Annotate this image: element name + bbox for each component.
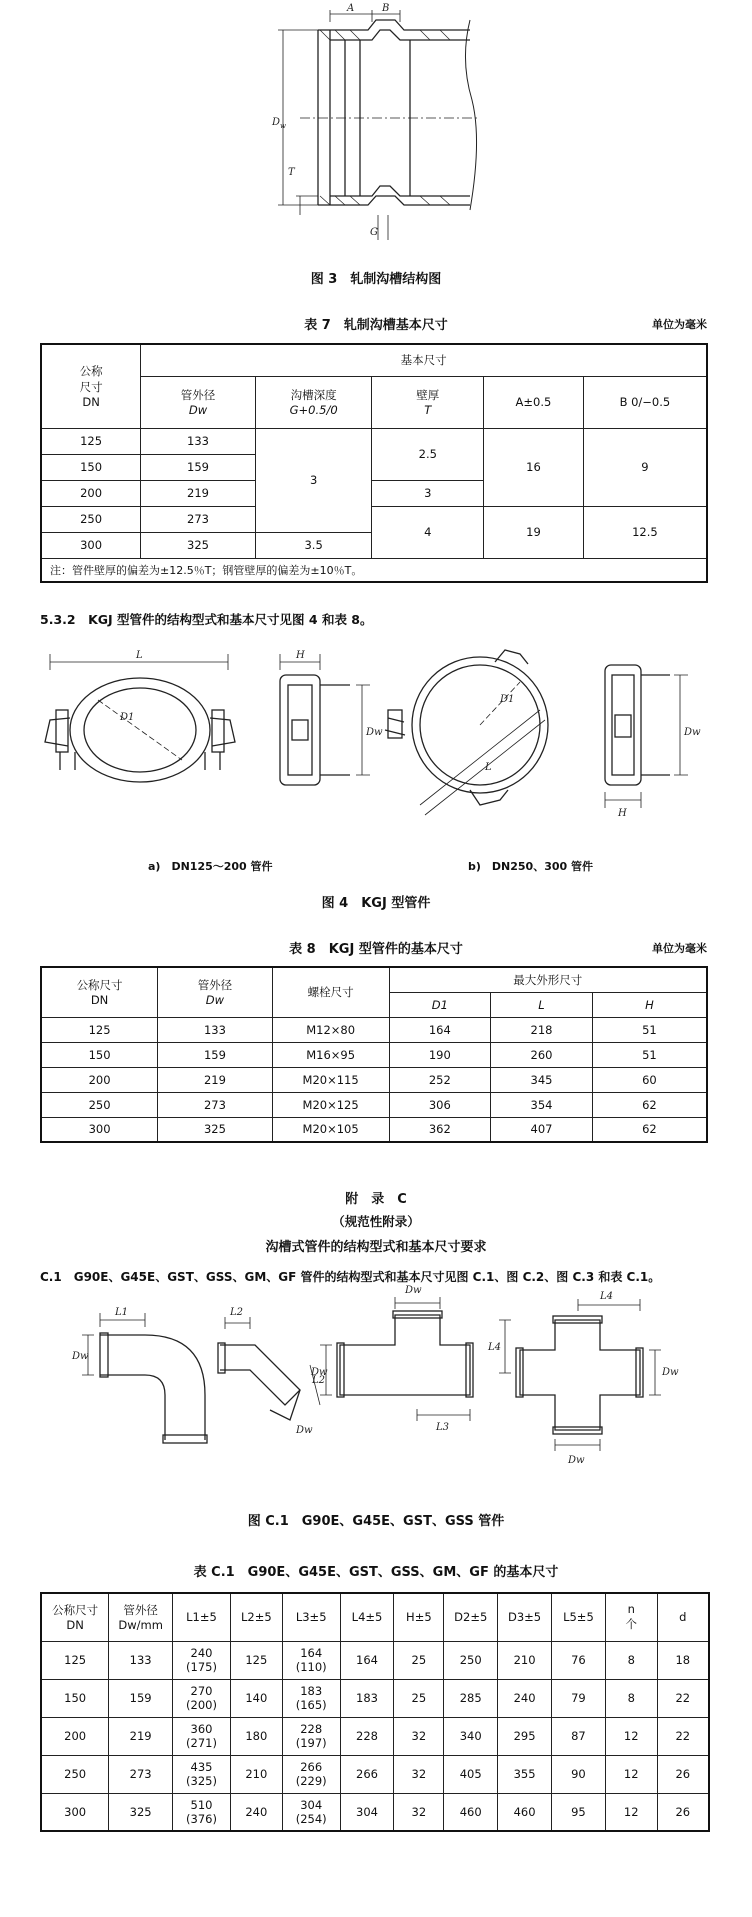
- tc1-cell: 12: [605, 1717, 657, 1755]
- tc1-cell: 460: [444, 1793, 498, 1831]
- tc1-cell: 304: [340, 1793, 394, 1831]
- tc1-cell: 300: [41, 1793, 109, 1831]
- t8-row: [41, 1117, 707, 1142]
- tc1-cell: 140: [230, 1679, 282, 1717]
- t7-od: 273: [141, 506, 256, 532]
- t8-cell: 159: [158, 1042, 273, 1067]
- t7-h-a: A±0.5: [484, 376, 584, 428]
- tc1-row: [41, 1641, 709, 1679]
- tc1-cell: 164 (110): [282, 1641, 340, 1679]
- t8-h-dn: 公称尺寸 DN: [41, 967, 158, 1017]
- tc1-header: L2±5: [230, 1593, 282, 1641]
- tc1-cell: 164: [340, 1641, 394, 1679]
- t8-cell: 252: [389, 1067, 491, 1092]
- t7-note: 注：管件壁厚的偏差为±12.5％T；钢管壁厚的偏差为±10％T。: [41, 558, 707, 582]
- tc1-header: n 个: [605, 1593, 657, 1641]
- t8-cell: 345: [491, 1067, 593, 1092]
- fig4-label-h-a: H: [296, 650, 305, 661]
- t8-h-od: 管外径 Dw: [158, 967, 273, 1017]
- t8-cell: M20×125: [272, 1092, 389, 1117]
- t7-od: 219: [141, 480, 256, 506]
- figc1-label-dw-3: Dw: [405, 1285, 422, 1296]
- tc1-cell: 435 (325): [173, 1755, 231, 1793]
- tc1-header: d: [657, 1593, 709, 1641]
- t8-cell: M16×95: [272, 1042, 389, 1067]
- tc1-cell: 200: [41, 1717, 109, 1755]
- tc1-cell: 8: [605, 1679, 657, 1717]
- figc1-label-dw-1: Dw: [72, 1351, 89, 1362]
- t8-cell: M12×80: [272, 1017, 389, 1042]
- tc1-cell: 32: [394, 1717, 444, 1755]
- tc1-cell: 266 (229): [282, 1755, 340, 1793]
- t7-h-wall: 壁厚 T: [372, 376, 484, 428]
- tc1-header: 管外径 Dw/mm: [109, 1593, 173, 1641]
- t8-cell: 150: [41, 1042, 158, 1067]
- tc1-cell: 76: [552, 1641, 606, 1679]
- fig3-label-b: B: [382, 3, 390, 14]
- t7-dn: 300: [41, 532, 141, 558]
- tc1-cell: 180: [230, 1717, 282, 1755]
- table7-title: 表 7 轧制沟槽基本尺寸: [304, 318, 448, 333]
- t8-cell: 407: [491, 1117, 593, 1142]
- tc1-cell: 510 (376): [173, 1793, 231, 1831]
- tc1-cell: 183: [340, 1679, 394, 1717]
- t8-cell: 51: [592, 1042, 707, 1067]
- figc1-label-dw-6: Dw: [568, 1455, 585, 1466]
- tc1-cell: 210: [230, 1755, 282, 1793]
- tc1-row: [41, 1717, 709, 1755]
- figure4-sub-a: a) DN125～200 管件: [148, 860, 273, 873]
- t7-dn: 125: [41, 428, 141, 454]
- tc1-cell: 270 (200): [173, 1679, 231, 1717]
- t8-row: [41, 1017, 707, 1042]
- t7-od: 133: [141, 428, 256, 454]
- tc1-cell: 90: [552, 1755, 606, 1793]
- tc1-cell: 183 (165): [282, 1679, 340, 1717]
- fig4-label-d1-b: D1: [500, 694, 515, 705]
- appendix-heading: 沟槽式管件的结构型式和基本尺寸要求: [265, 1240, 487, 1255]
- tc1-cell: 8: [605, 1641, 657, 1679]
- tc1-cell: 460: [498, 1793, 552, 1831]
- tc1-cell: 26: [657, 1755, 709, 1793]
- t8-cell: 300: [41, 1117, 158, 1142]
- tc1-cell: 240 (175): [173, 1641, 231, 1679]
- t8-cell: 325: [158, 1117, 273, 1142]
- t8-cell: 306: [389, 1092, 491, 1117]
- tc1-header: 公称尺寸 DN: [41, 1593, 109, 1641]
- t8-cell: 218: [491, 1017, 593, 1042]
- t8-cell: 60: [592, 1067, 707, 1092]
- t8-cell: 260: [491, 1042, 593, 1067]
- tc1-cell: 355: [498, 1755, 552, 1793]
- tc1-cell: 79: [552, 1679, 606, 1717]
- t7-a: 16: [484, 428, 584, 506]
- table8: [40, 966, 708, 1143]
- tc1-row: [41, 1679, 709, 1717]
- figc1-label-dw-5: Dw: [662, 1367, 679, 1378]
- figure4-caption: 图 4 KGJ 型管件: [321, 896, 431, 911]
- table8-unit: 单位为毫米: [652, 942, 707, 955]
- t7-od: 159: [141, 454, 256, 480]
- t8-h-bolt: 螺栓尺寸: [272, 967, 389, 1017]
- figc1-label-dw-2: Dw: [296, 1425, 313, 1436]
- tc1-cell: 133: [109, 1641, 173, 1679]
- tc1-cell: 219: [109, 1717, 173, 1755]
- t7-wall: 3: [372, 480, 484, 506]
- tc1-header: L4±5: [340, 1593, 394, 1641]
- tc1-cell: 210: [498, 1641, 552, 1679]
- tc1-cell: 285: [444, 1679, 498, 1717]
- fig3-label-a: A: [347, 3, 355, 14]
- tc1-cell: 159: [109, 1679, 173, 1717]
- tc1-cell: 26: [657, 1793, 709, 1831]
- t8-h-max: 最大外形尺寸: [389, 967, 707, 992]
- t7-a: 19: [484, 506, 584, 558]
- figure4-sub-b: b) DN250、300 管件: [468, 860, 593, 873]
- appendix-subtitle: （规范性附录）: [332, 1214, 420, 1229]
- t8-cell: 133: [158, 1017, 273, 1042]
- tc1-cell: 405: [444, 1755, 498, 1793]
- tableC1-title: 表 C.1 G90E、G45E、GST、GSS、GM、GF 的基本尺寸: [193, 1565, 559, 1580]
- para-c1: C.1 G90E、G45E、GST、GSS、GM、GF 管件的结构型式和基本尺寸见图 C.1、图 C.2、图 C.3 和表 C.1。: [40, 1270, 661, 1284]
- para-532: 5.3.2 KGJ 型管件的结构型式和基本尺寸见图 4 和表 8。: [40, 612, 373, 627]
- tc1-cell: 360 (271): [173, 1717, 231, 1755]
- figc1-label-l4: L4: [600, 1291, 614, 1302]
- tc1-cell: 12: [605, 1793, 657, 1831]
- t8-h-l: L: [491, 992, 593, 1017]
- fig4-label-d1-a: D1: [120, 712, 135, 723]
- figc1-label-l3: L3: [436, 1422, 450, 1433]
- t7-groove: 3.5: [255, 532, 372, 558]
- t7-od: 325: [141, 532, 256, 558]
- tc1-cell: 32: [394, 1793, 444, 1831]
- t8-cell: 62: [592, 1092, 707, 1117]
- tc1-cell: 250: [444, 1641, 498, 1679]
- t7-wall: 4: [372, 506, 484, 558]
- fig3-label-t: T: [288, 167, 295, 178]
- tc1-header: H±5: [394, 1593, 444, 1641]
- tc1-row: [41, 1755, 709, 1793]
- t8-cell: 125: [41, 1017, 158, 1042]
- t7-wall: 2.5: [372, 428, 484, 480]
- fig4-label-l-b: L: [485, 762, 492, 773]
- t8-cell: 62: [592, 1117, 707, 1142]
- tc1-cell: 240: [498, 1679, 552, 1717]
- t7-dn: 150: [41, 454, 141, 480]
- t8-row: [41, 1042, 707, 1067]
- tc1-cell: 150: [41, 1679, 109, 1717]
- t7-h-basic: 基本尺寸: [141, 344, 707, 376]
- tc1-header: L3±5: [282, 1593, 340, 1641]
- t7-h-od: 管外径 Dw: [141, 376, 256, 428]
- tc1-cell: 250: [41, 1755, 109, 1793]
- tc1-header: D3±5: [498, 1593, 552, 1641]
- t7-h-b: B 0/−0.5: [583, 376, 707, 428]
- t8-row: [41, 1092, 707, 1117]
- appendix-title: 附 录 C: [345, 1192, 407, 1207]
- figure3-drawing: [0, 0, 752, 250]
- figureC1-drawing: [0, 1285, 752, 1485]
- fig4-label-l-a: L: [136, 650, 143, 661]
- tc1-header: D2±5: [444, 1593, 498, 1641]
- tc1-cell: 22: [657, 1679, 709, 1717]
- t8-cell: M20×105: [272, 1117, 389, 1142]
- t8-cell: 164: [389, 1017, 491, 1042]
- fig4-label-h-b: H: [618, 808, 627, 819]
- t7-h-groove: 沟槽深度 G+0.5/0: [255, 376, 372, 428]
- figc1-label-l2b: L2: [312, 1375, 326, 1386]
- t8-cell: 200: [41, 1067, 158, 1092]
- figc1-label-dw-4: Dw: [311, 1367, 328, 1378]
- fig4-label-dw-b: Dw: [684, 727, 701, 738]
- tc1-cell: 18: [657, 1641, 709, 1679]
- tc1-cell: 273: [109, 1755, 173, 1793]
- t8-h-h: H: [592, 992, 707, 1017]
- figure4-drawing: [0, 640, 752, 860]
- figc1-label-l2: L2: [230, 1307, 244, 1318]
- tc1-cell: 266: [340, 1755, 394, 1793]
- figc1-label-l4b: L4: [488, 1342, 502, 1353]
- figureC1-caption: 图 C.1 G90E、G45E、GST、GSS 管件: [247, 1514, 505, 1529]
- t8-row: [41, 1067, 707, 1092]
- t7-dn: 200: [41, 480, 141, 506]
- table7: [40, 343, 708, 583]
- t7-b: 9: [583, 428, 707, 506]
- t8-cell: 219: [158, 1067, 273, 1092]
- figc1-label-l1: L1: [115, 1307, 129, 1318]
- fig4-label-dw-a: Dw: [366, 727, 383, 738]
- tc1-cell: 228 (197): [282, 1717, 340, 1755]
- t8-cell: 362: [389, 1117, 491, 1142]
- t7-h-dn: 公称 尺寸 DN: [41, 344, 141, 428]
- tc1-cell: 240: [230, 1793, 282, 1831]
- tc1-cell: 325: [109, 1793, 173, 1831]
- figure3-caption: 图 3 轧制沟槽结构图: [310, 272, 442, 287]
- t8-h-d1: D1: [389, 992, 491, 1017]
- t8-cell: M20×115: [272, 1067, 389, 1092]
- tc1-cell: 340: [444, 1717, 498, 1755]
- table8-title: 表 8 KGJ 型管件的基本尺寸: [289, 942, 463, 957]
- table7-unit: 单位为毫米: [652, 318, 707, 331]
- fig3-label-dw: $D_w$: [272, 117, 287, 130]
- t8-cell: 190: [389, 1042, 491, 1067]
- tc1-cell: 295: [498, 1717, 552, 1755]
- t8-cell: 354: [491, 1092, 593, 1117]
- tc1-cell: 12: [605, 1755, 657, 1793]
- tc1-cell: 95: [552, 1793, 606, 1831]
- t8-cell: 51: [592, 1017, 707, 1042]
- tc1-row: [41, 1793, 709, 1831]
- tc1-cell: 32: [394, 1755, 444, 1793]
- tc1-cell: 25: [394, 1641, 444, 1679]
- t8-cell: 273: [158, 1092, 273, 1117]
- tc1-header: L1±5: [173, 1593, 231, 1641]
- tc1-cell: 304 (254): [282, 1793, 340, 1831]
- tc1-cell: 228: [340, 1717, 394, 1755]
- tc1-cell: 125: [41, 1641, 109, 1679]
- tc1-header: L5±5: [552, 1593, 606, 1641]
- fig3-label-g: G: [370, 227, 378, 238]
- tc1-cell: 25: [394, 1679, 444, 1717]
- t7-b: 12.5: [583, 506, 707, 558]
- tc1-cell: 22: [657, 1717, 709, 1755]
- t8-cell: 250: [41, 1092, 158, 1117]
- t7-groove: 3: [255, 428, 372, 532]
- tc1-cell: 87: [552, 1717, 606, 1755]
- tableC1: [40, 1592, 710, 1832]
- tc1-cell: 125: [230, 1641, 282, 1679]
- t7-dn: 250: [41, 506, 141, 532]
